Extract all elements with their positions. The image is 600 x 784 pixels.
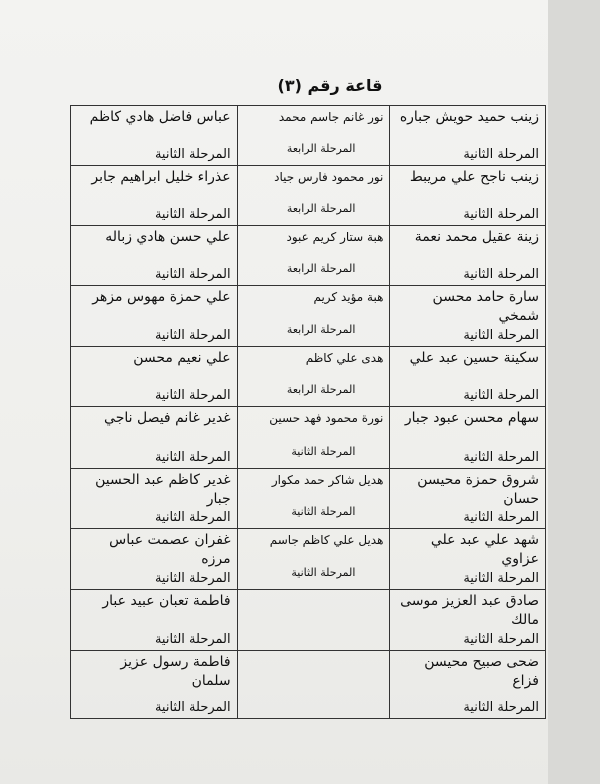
table-cell: [71, 651, 238, 719]
student-stage: المرحلة الثانية: [463, 450, 539, 465]
table-row: [71, 651, 546, 719]
table-cell: [71, 469, 238, 529]
student-name: علي حسن هادي زباله: [105, 229, 231, 245]
student-stage: المرحلة الرابعة: [286, 383, 356, 396]
table-cell: [237, 226, 390, 286]
student-stage: المرحلة الثانية: [463, 267, 539, 282]
student-stage: المرحلة الثانية: [154, 388, 231, 403]
student-stage: المرحلة الثانية: [154, 632, 231, 647]
student-name: سكينة حسين عبد علي: [409, 350, 539, 366]
table-cell: [390, 590, 546, 651]
table-cell: [71, 529, 238, 590]
table-cell: [237, 106, 390, 166]
student-stage: المرحلة الثانية: [154, 207, 231, 222]
student-stage: المرحلة الرابعة: [286, 262, 356, 275]
student-stage: المرحلة الرابعة: [286, 323, 356, 336]
table-cell: [71, 106, 238, 166]
table-cell: [71, 286, 238, 347]
table-cell: [71, 166, 238, 226]
table-cell: [237, 651, 390, 719]
table-cell: [237, 166, 390, 226]
student-name: علي حمزة مهوس مزهر: [92, 289, 231, 305]
student-name: زينة عقيل محمد نعمة: [414, 229, 539, 245]
student-stage: المرحلة الرابعة: [286, 202, 356, 215]
table-cell: [390, 347, 546, 407]
table-row: [71, 166, 546, 226]
student-stage: المرحلة الثانية: [463, 328, 539, 343]
student-name: غفران عصمت عباس مرزه: [109, 532, 231, 567]
table-row: [71, 347, 546, 407]
student-stage: المرحلة الثانية: [291, 505, 356, 518]
table-row: [71, 286, 546, 347]
table-cell: [390, 286, 546, 347]
table-cell: [390, 226, 546, 286]
table-row: [71, 407, 546, 469]
student-name: هبة مؤيد كريم: [313, 290, 384, 304]
student-name: سارة حامد محسن شمخي: [432, 289, 539, 324]
student-name: زينب ناجح علي مريبط: [409, 169, 539, 185]
student-name: نورة محمود فهد حسين: [269, 411, 384, 425]
student-name: غدير كاظم عبد الحسين جبار: [95, 472, 231, 507]
table-cell: [237, 469, 390, 529]
student-stage: المرحلة الثانية: [463, 571, 539, 586]
student-name: علي نعيم محسن: [133, 350, 231, 366]
table-row: [71, 590, 546, 651]
student-stage: المرحلة الثانية: [463, 207, 539, 222]
student-stage: المرحلة الثانية: [154, 147, 231, 162]
student-name: عباس فاضل هادي كاظم: [89, 109, 231, 125]
table-cell: [71, 226, 238, 286]
student-name: زينب حميد حويش جباره: [399, 109, 539, 125]
table-cell: [390, 651, 546, 719]
student-stage: المرحلة الثانية: [154, 571, 231, 586]
table-row: [71, 529, 546, 590]
students-table: [70, 105, 546, 719]
student-stage: المرحلة الثانية: [463, 510, 539, 525]
student-name: هدى علي كاظم: [305, 351, 384, 365]
student-name: غدير غانم فيصل ناجي: [104, 410, 231, 426]
table-cell: [237, 286, 390, 347]
table-row: [71, 469, 546, 529]
student-name: نور محمود فارس جياد: [274, 170, 384, 184]
table-cell: [237, 529, 390, 590]
student-stage: المرحلة الرابعة: [286, 142, 356, 155]
table-cell: [390, 469, 546, 529]
student-stage: المرحلة الثانية: [291, 445, 356, 458]
student-name: فاطمة تعبان عبيد عبار: [102, 593, 231, 609]
student-stage: المرحلة الثانية: [463, 147, 539, 162]
table-cell: [237, 590, 390, 651]
table-row: [71, 226, 546, 286]
student-name: ضحى صبيح محيسن فزاع: [424, 654, 539, 689]
student-stage: المرحلة الثانية: [154, 267, 231, 282]
student-stage: المرحلة الثانية: [291, 566, 356, 579]
table-cell: [237, 407, 390, 469]
student-stage: المرحلة الثانية: [154, 510, 231, 525]
table-cell: [71, 590, 238, 651]
student-name: صادق عبد العزيز موسى مالك: [400, 593, 539, 628]
student-name: فاطمة رسول عزيز سلمان: [120, 654, 231, 689]
student-stage: المرحلة الثانية: [154, 328, 231, 343]
student-stage: المرحلة الثانية: [463, 388, 539, 403]
table-cell: [390, 166, 546, 226]
student-name: شهد علي عبد علي عزاوي: [430, 532, 539, 567]
student-name: نور غانم جاسم محمد: [278, 110, 384, 124]
student-name: عذراء خليل ابراهيم جابر: [91, 169, 231, 185]
student-name: هبة ستار كريم عبود: [286, 230, 384, 244]
table-cell: [390, 529, 546, 590]
student-stage: المرحلة الثانية: [463, 700, 539, 715]
table-cell: [390, 407, 546, 469]
student-name: هديل علي كاظم جاسم: [269, 533, 384, 547]
table-cell: [71, 347, 238, 407]
page-title: قاعة رقم (٣): [277, 76, 383, 95]
student-stage: المرحلة الثانية: [463, 632, 539, 647]
student-name: هديل شاكر حمد مكوار: [271, 473, 384, 487]
table-row: [71, 106, 546, 166]
student-stage: المرحلة الثانية: [154, 700, 231, 715]
table-cell: [390, 106, 546, 166]
table-cell: [237, 347, 390, 407]
student-stage: المرحلة الثانية: [154, 450, 231, 465]
table-cell: [71, 407, 238, 469]
student-name: سهام محسن عبود جبار: [404, 410, 539, 426]
student-name: شروق حمزة محيسن حسان: [417, 472, 539, 507]
